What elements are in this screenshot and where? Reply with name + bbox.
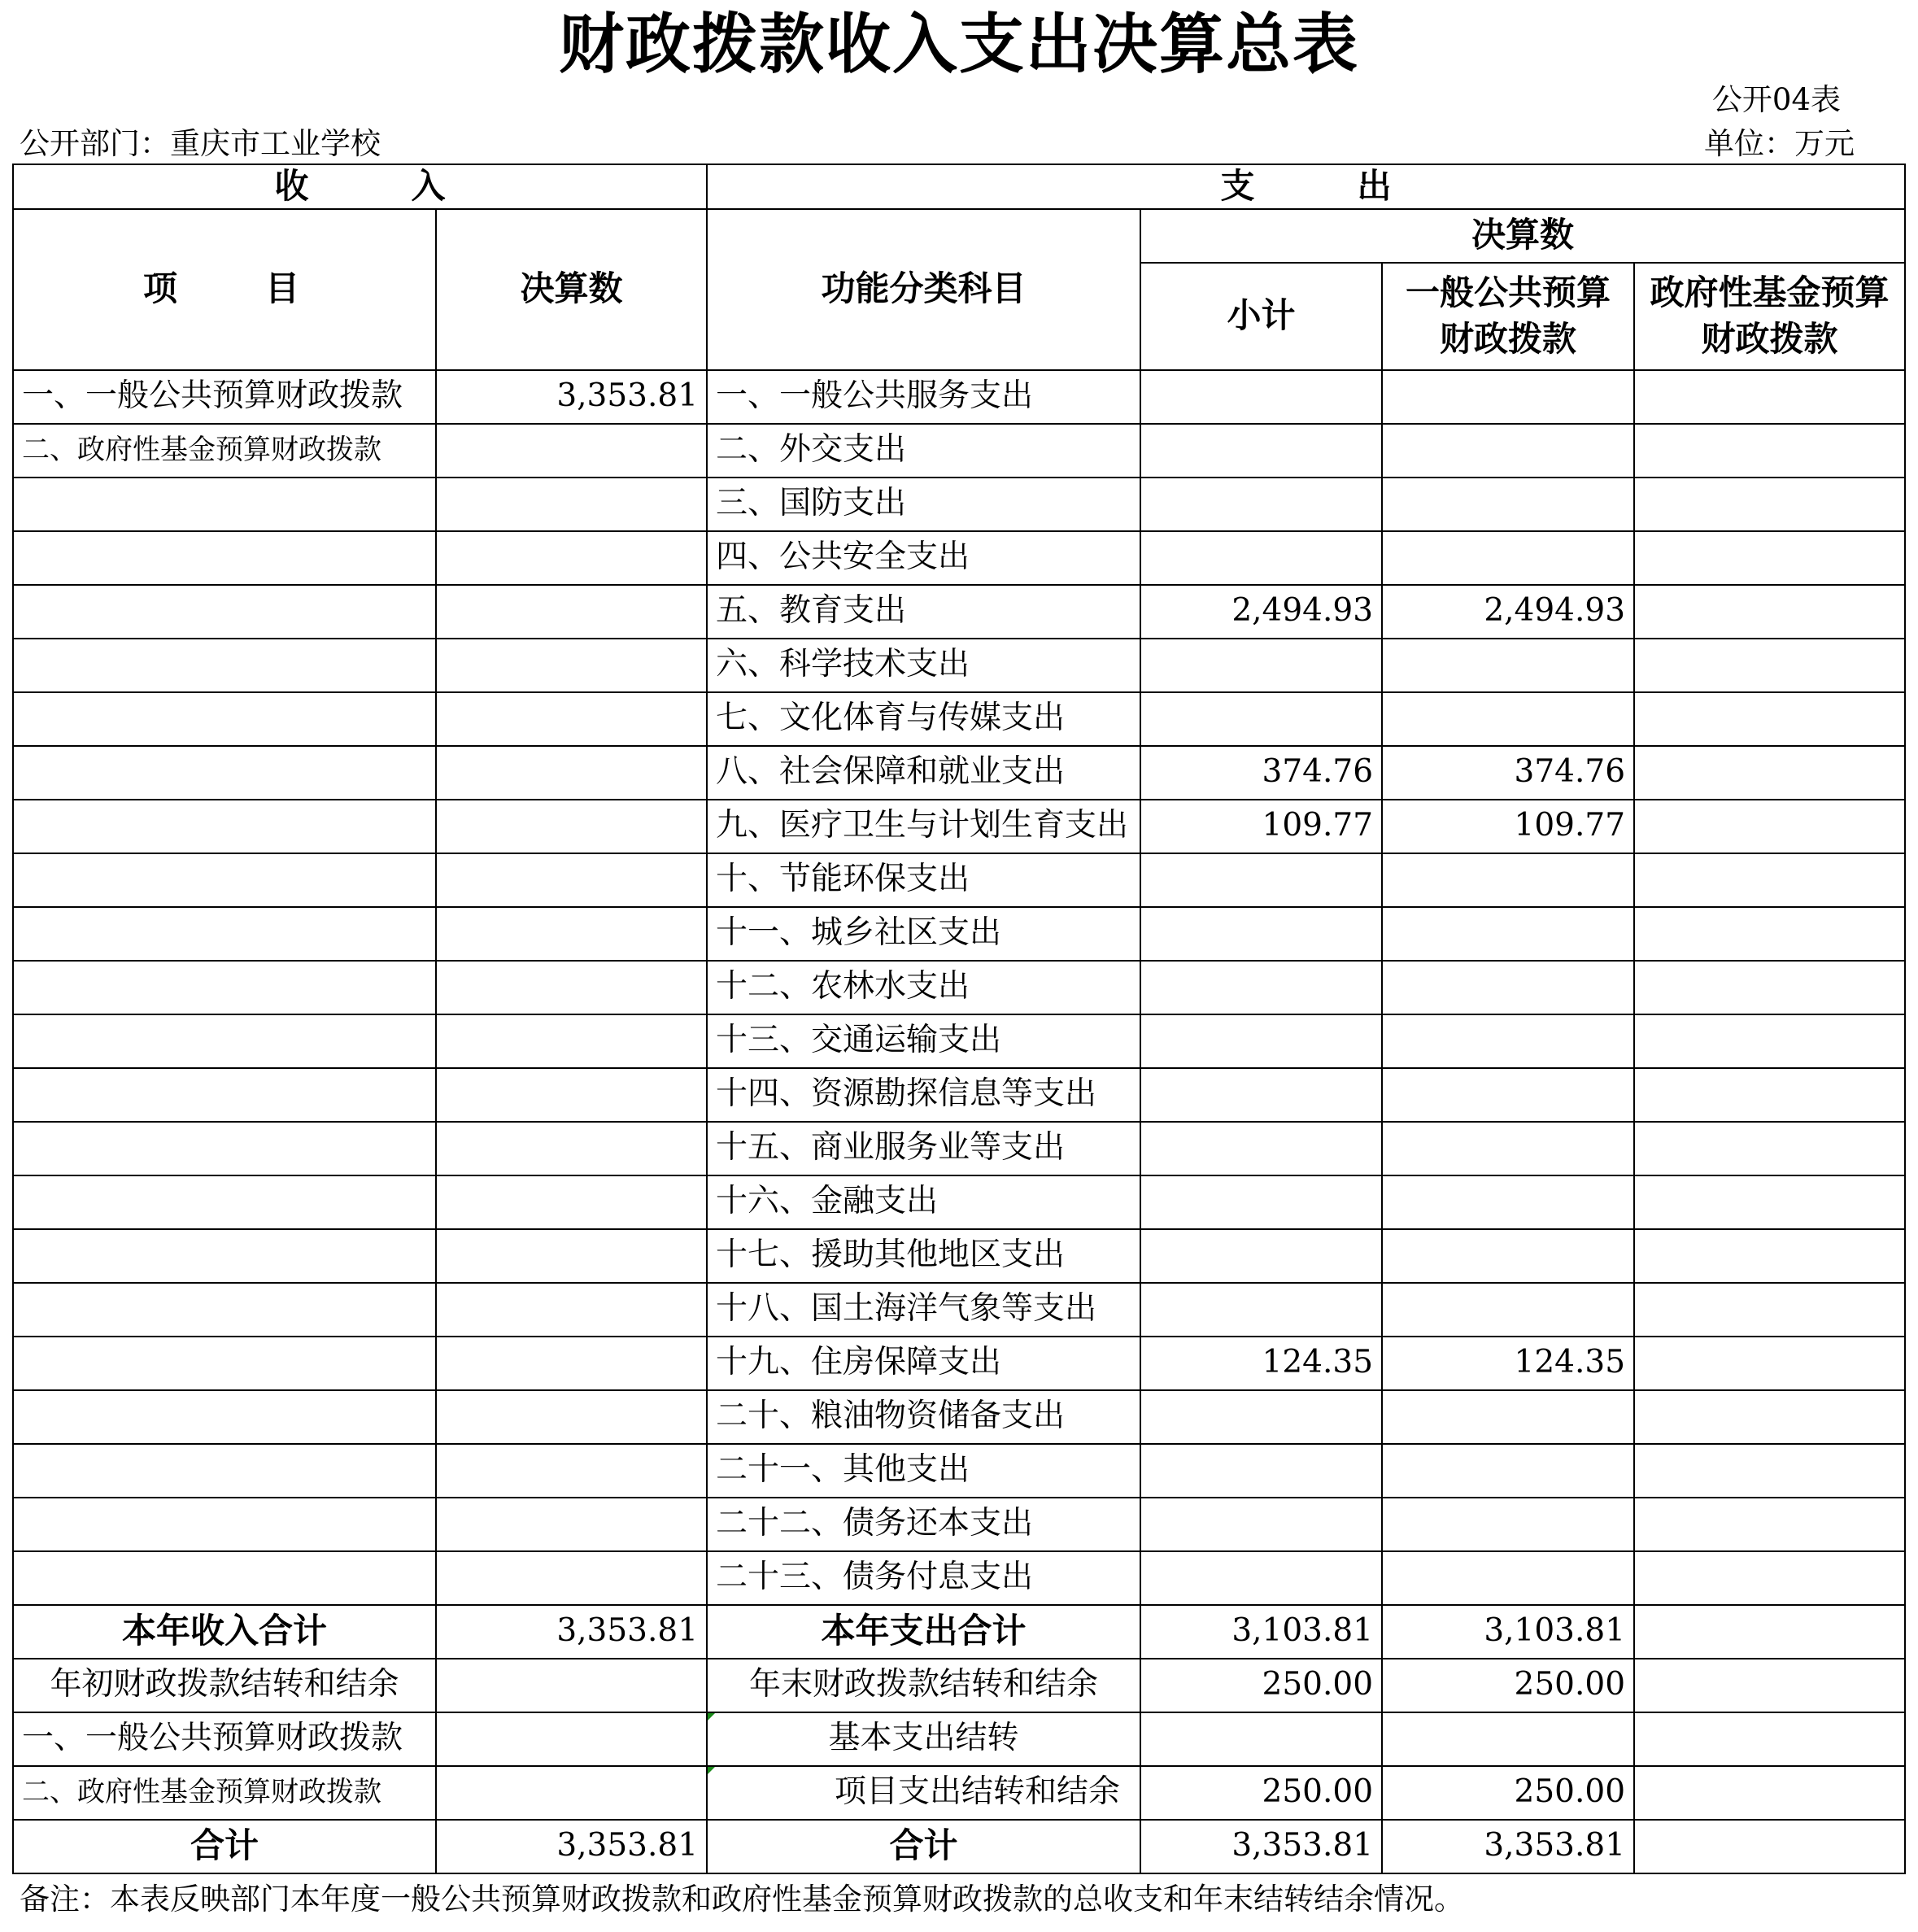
gov-fund-cell [1634,1444,1905,1498]
unit-label: 单位：万元 [1704,126,1855,161]
end-balance-label: 年末财政拨款结转和结余 [707,1659,1140,1712]
expense-item-cell: 七、文化体育与传媒支出 [707,692,1140,746]
general-budget-cell [1382,907,1634,961]
income-amount-cell [436,692,707,746]
expense-item-cell: 四、公共安全支出 [707,531,1140,585]
year-income-value: 3,353.81 [436,1605,707,1659]
income-item-cell [13,1390,436,1444]
gov-fund-cell [1634,1175,1905,1229]
general-budget-cell: 124.35 [1382,1337,1634,1390]
subtotal-cell [1140,907,1382,961]
subtotal-cell [1140,1014,1382,1068]
subtotal-cell [1140,692,1382,746]
subtotal-cell [1140,1283,1382,1337]
subtotal-cell [1140,1175,1382,1229]
project-carry-general: 250.00 [1382,1766,1634,1820]
general-budget-cell [1382,639,1634,692]
total-income-label: 合计 [13,1820,436,1873]
expense-item-cell: 十五、商业服务业等支出 [707,1122,1140,1175]
expense-item-cell: 一、一般公共服务支出 [707,370,1140,424]
gov-fund-cell [1634,907,1905,961]
table-row [13,800,1905,853]
income-item-cell [13,961,436,1014]
begin-balance-label: 年初财政拨款结转和结余 [13,1659,436,1712]
expense-item-cell: 二、外交支出 [707,424,1140,478]
subtotal-cell [1140,853,1382,907]
total-expense-subtotal: 3,353.81 [1140,1820,1382,1873]
year-total-row [13,1605,1905,1659]
general-budget-cell [1382,1390,1634,1444]
subtotal-header: 小计 [1140,263,1382,370]
income-item-cell [13,1498,436,1551]
income-item-cell [13,1229,436,1283]
subtotal-cell [1140,370,1382,424]
gov-fund-cell [1634,961,1905,1014]
expense-item-cell: 三、国防支出 [707,478,1140,531]
income-item-cell [13,800,436,853]
basic-carry-subtotal [1140,1712,1382,1766]
year-expense-general: 3,103.81 [1382,1605,1634,1659]
table-row [13,1068,1905,1122]
function-category-header: 功能分类科目 [707,209,1140,370]
income-item-cell [13,692,436,746]
subtotal-cell [1140,1444,1382,1498]
begin-fund-value [436,1766,707,1820]
balance-row [13,1659,1905,1712]
subtotal-cell [1140,1390,1382,1444]
grand-total-row [13,1820,1905,1873]
general-budget-cell [1382,692,1634,746]
income-section-header: 收 入 [13,164,707,209]
amount-header: 决算数 [436,209,707,370]
expense-item-cell: 十二、农林水支出 [707,961,1140,1014]
expense-item-cell: 十七、援助其他地区支出 [707,1229,1140,1283]
gov-fund-cell [1634,746,1905,800]
income-amount-cell [436,639,707,692]
income-amount-cell [436,1014,707,1068]
expense-item-cell: 十一、城乡社区支出 [707,907,1140,961]
income-amount-cell [436,853,707,907]
table-row [13,639,1905,692]
subtotal-cell [1140,1551,1382,1605]
income-item-cell [13,1337,436,1390]
income-amount-cell [436,1444,707,1498]
income-item-cell [13,478,436,531]
general-budget-cell [1382,1283,1634,1337]
income-amount-cell [436,1283,707,1337]
section-header-row [13,164,1905,209]
table-row [13,478,1905,531]
column-header-row [13,209,1905,263]
income-item-cell [13,639,436,692]
gov-fund-cell [1634,1068,1905,1122]
general-budget-cell [1382,853,1634,907]
table-row [13,370,1905,424]
income-item-cell [13,1175,436,1229]
subtotal-cell: 2,494.93 [1140,585,1382,639]
subtotal-cell [1140,1229,1382,1283]
income-item-cell [13,746,436,800]
budget-table [12,164,1906,1874]
begin-general-label: 一、一般公共预算财政拨款 [13,1712,436,1766]
gov-fund-cell [1634,853,1905,907]
general-budget-cell [1382,1444,1634,1498]
table-row [13,1551,1905,1605]
income-item-cell [13,585,436,639]
expense-item-cell: 二十三、债务付息支出 [707,1551,1140,1605]
general-budget-cell [1382,370,1634,424]
expense-item-cell: 八、社会保障和就业支出 [707,746,1140,800]
table-row [13,1444,1905,1498]
general-budget-cell [1382,1068,1634,1122]
gov-fund-cell [1634,585,1905,639]
income-item-cell [13,853,436,907]
gov-fund-cell [1634,800,1905,853]
general-budget-cell [1382,531,1634,585]
table-row [13,1337,1905,1390]
general-budget-cell [1382,1122,1634,1175]
project-carry-row [13,1766,1905,1820]
income-item-cell [13,531,436,585]
expense-item-cell: 十、节能环保支出 [707,853,1140,907]
general-budget-cell [1382,1551,1634,1605]
expense-item-cell: 二十二、债务还本支出 [707,1498,1140,1551]
subtotal-cell [1140,424,1382,478]
table-row [13,1122,1905,1175]
income-amount-cell [436,1122,707,1175]
expense-item-cell: 二十、粮油物资储备支出 [707,1390,1140,1444]
final-amount-header: 决算数 [1140,209,1905,263]
expense-item-cell: 九、医疗卫生与计划生育支出 [707,800,1140,853]
income-item-cell [13,1444,436,1498]
gov-fund-cell [1634,1283,1905,1337]
expense-item-cell: 十九、住房保障支出 [707,1337,1140,1390]
income-amount-cell [436,1068,707,1122]
general-budget-cell [1382,1498,1634,1551]
income-amount-cell [436,424,707,478]
end-balance-fund [1634,1659,1905,1712]
table-row [13,1498,1905,1551]
expense-item-cell: 十八、国土海洋气象等支出 [707,1283,1140,1337]
income-item-cell [13,1014,436,1068]
table-row [13,531,1905,585]
general-budget-cell [1382,1229,1634,1283]
income-item-cell: 一、一般公共预算财政拨款 [13,370,436,424]
income-item-cell [13,1551,436,1605]
begin-fund-label: 二、政府性基金预算财政拨款 [13,1766,436,1820]
basic-carry-label: 基本支出结转 [707,1712,1140,1766]
total-expense-fund [1634,1820,1905,1873]
gov-fund-cell [1634,424,1905,478]
general-budget-cell: 374.76 [1382,746,1634,800]
general-budget-header: 一般公共预算财政拨款 [1382,263,1634,370]
table-row [13,1390,1905,1444]
project-carry-subtotal: 250.00 [1140,1766,1382,1820]
income-amount-cell [436,1498,707,1551]
remark-note: 备注：本表反映部门本年度一般公共预算财政拨款和政府性基金预算财政拨款的总收支和年末结转结余情况。 [20,1882,1464,1917]
gov-fund-cell [1634,1014,1905,1068]
income-item-cell [13,1283,436,1337]
page-title: 财政拨款收入支出决算总表 [559,6,1359,82]
income-amount-cell [436,1390,707,1444]
subtotal-cell: 124.35 [1140,1337,1382,1390]
table-row [13,746,1905,800]
general-budget-cell [1382,424,1634,478]
table-row [13,1014,1905,1068]
gov-fund-cell [1634,692,1905,746]
income-amount-cell [436,961,707,1014]
table-row [13,1229,1905,1283]
income-amount-cell [436,1175,707,1229]
item-header: 项 目 [13,209,436,370]
subtotal-cell [1140,1498,1382,1551]
gov-fund-cell [1634,1390,1905,1444]
general-budget-cell [1382,1175,1634,1229]
income-item-cell [13,1068,436,1122]
general-budget-cell [1382,961,1634,1014]
table-row [13,424,1905,478]
project-carry-fund [1634,1766,1905,1820]
gov-fund-header: 政府性基金预算财政拨款 [1634,263,1905,370]
year-expense-fund [1634,1605,1905,1659]
income-amount-cell [436,585,707,639]
begin-general-value [436,1712,707,1766]
income-amount-cell [436,1229,707,1283]
income-amount-cell [436,1551,707,1605]
income-amount-cell: 3,353.81 [436,370,707,424]
table-row [13,853,1905,907]
subtotal-cell: 109.77 [1140,800,1382,853]
income-item-cell: 二、政府性基金预算财政拨款 [13,424,436,478]
table-row [13,1283,1905,1337]
table-row [13,1175,1905,1229]
table-row [13,692,1905,746]
total-expense-label: 合计 [707,1820,1140,1873]
income-amount-cell [436,907,707,961]
general-budget-cell [1382,1014,1634,1068]
gov-fund-cell [1634,639,1905,692]
gov-fund-cell [1634,531,1905,585]
income-amount-cell [436,800,707,853]
gov-fund-cell [1634,370,1905,424]
subtotal-cell: 374.76 [1140,746,1382,800]
expense-item-cell: 十四、资源勘探信息等支出 [707,1068,1140,1122]
expense-item-cell: 六、科学技术支出 [707,639,1140,692]
form-number: 公开04表 [1711,82,1841,117]
income-amount-cell [436,531,707,585]
department-label: 公开部门：重庆市工业学校 [20,126,381,161]
general-budget-cell: 2,494.93 [1382,585,1634,639]
expense-item-cell: 五、教育支出 [707,585,1140,639]
subtotal-cell [1140,1068,1382,1122]
begin-balance-value [436,1659,707,1712]
subtotal-cell [1140,531,1382,585]
end-balance-subtotal: 250.00 [1140,1659,1382,1712]
gov-fund-cell [1634,478,1905,531]
subtotal-cell [1140,639,1382,692]
expense-item-cell: 二十一、其他支出 [707,1444,1140,1498]
basic-carry-general [1382,1712,1634,1766]
total-income-value: 3,353.81 [436,1820,707,1873]
year-expense-label: 本年支出合计 [707,1605,1140,1659]
income-item-cell [13,1122,436,1175]
income-item-cell [13,907,436,961]
expense-item-cell: 十六、金融支出 [707,1175,1140,1229]
gov-fund-cell [1634,1337,1905,1390]
income-amount-cell [436,746,707,800]
expense-section-header: 支 出 [707,164,1905,209]
expense-item-cell: 十三、交通运输支出 [707,1014,1140,1068]
general-budget-cell [1382,478,1634,531]
income-amount-cell [436,1337,707,1390]
gov-fund-cell [1634,1229,1905,1283]
subtotal-cell [1140,1122,1382,1175]
project-carry-label: 项目支出结转和结余 [707,1766,1140,1820]
table-row [13,961,1905,1014]
gov-fund-cell [1634,1551,1905,1605]
income-amount-cell [436,478,707,531]
basic-carry-row [13,1712,1905,1766]
year-expense-subtotal: 3,103.81 [1140,1605,1382,1659]
gov-fund-cell [1634,1498,1905,1551]
gov-fund-cell [1634,1122,1905,1175]
subtotal-cell [1140,961,1382,1014]
basic-carry-fund [1634,1712,1905,1766]
total-expense-general: 3,353.81 [1382,1820,1634,1873]
table-row [13,585,1905,639]
end-balance-general: 250.00 [1382,1659,1634,1712]
general-budget-cell: 109.77 [1382,800,1634,853]
subtotal-cell [1140,478,1382,531]
table-row [13,907,1905,961]
year-income-label: 本年收入合计 [13,1605,436,1659]
